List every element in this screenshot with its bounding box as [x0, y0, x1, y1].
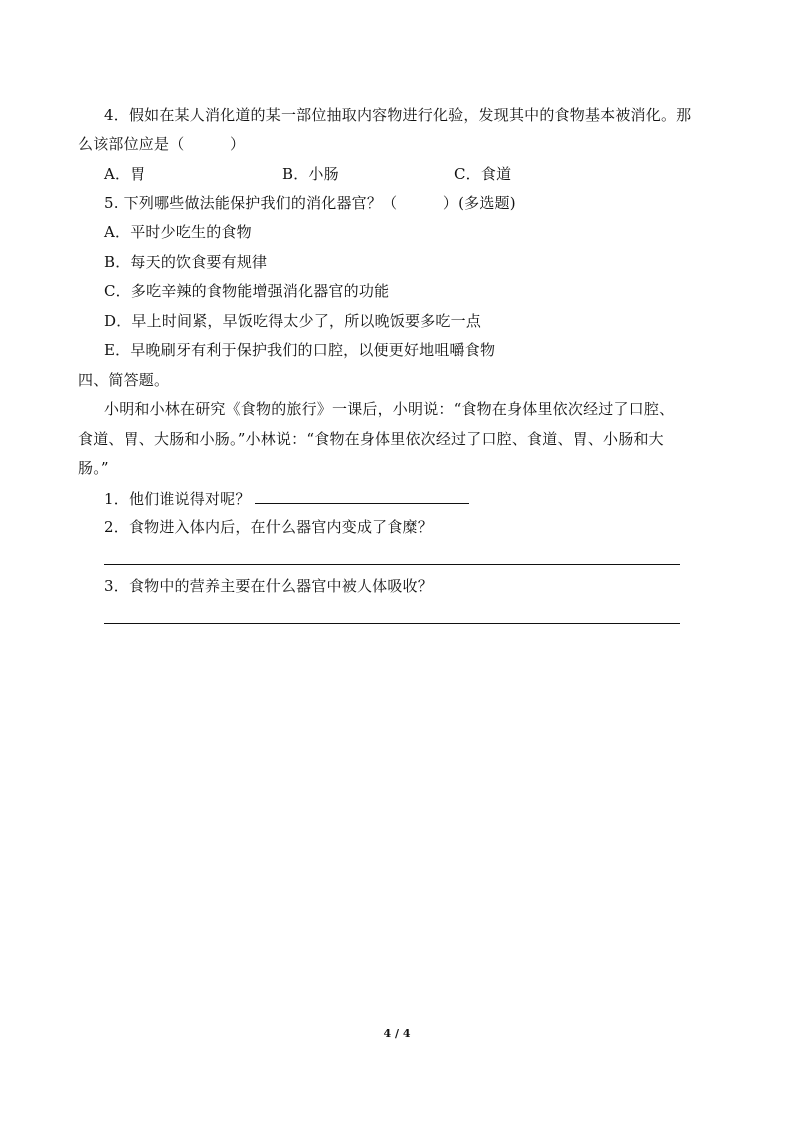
q5-option-b: B．每天的饮食要有规律 — [104, 253, 268, 271]
answer-line-2[interactable] — [104, 564, 680, 565]
passage-line3: 肠。” — [78, 459, 109, 477]
short-question-1 — [104, 486, 469, 510]
q4-stem-line1: 4．假如在某人消化道的某一部位抽取内容物进行化验，发现其中的食物基本被消化。那 — [104, 106, 692, 124]
answer-blank-1[interactable] — [255, 486, 469, 504]
q4-stem-line2: 么该部位应是（ ） — [78, 135, 246, 153]
section-heading: 四、简答题。 — [78, 371, 170, 389]
short-question-1-text: 1．他们谁说得对呢？ — [104, 490, 251, 508]
short-question-3: 3．食物中的营养主要在什么器官中被人体吸收？ — [104, 577, 433, 595]
answer-line-3[interactable] — [104, 623, 680, 624]
q5-option-c: C．多吃辛辣的食物能增强消化器官的功能 — [104, 282, 390, 300]
q4-option-a: A．胃 — [104, 165, 146, 183]
q4-option-c: C．食道 — [454, 165, 512, 183]
q5-option-a: A．平时少吃生的食物 — [104, 223, 252, 241]
q5-option-e: E．早晚刷牙有利于保护我们的口腔，以便更好地咀嚼食物 — [104, 341, 496, 359]
passage-line2: 食道、胃、大肠和小肠。”小林说：“食物在身体里依次经过了口腔、食道、胃、小肠和大 — [78, 430, 664, 448]
q5-stem: 5. 下列哪些做法能保护我们的消化器官？（ ）(多选题) — [104, 194, 516, 212]
short-question-2: 2．食物进入体内后，在什么器官内变成了食糜？ — [104, 518, 433, 536]
page-number: 4 / 4 — [383, 1027, 411, 1040]
q4-options — [0, 163, 794, 185]
passage-line1: 小明和小林在研究《食物的旅行》一课后，小明说：“食物在身体里依次经过了口腔、 — [104, 400, 675, 418]
q5-option-d: D．早上时间紧，早饭吃得太少了，所以晚饭要多吃一点 — [104, 312, 482, 330]
q4-option-b: B．小肠 — [282, 165, 339, 183]
